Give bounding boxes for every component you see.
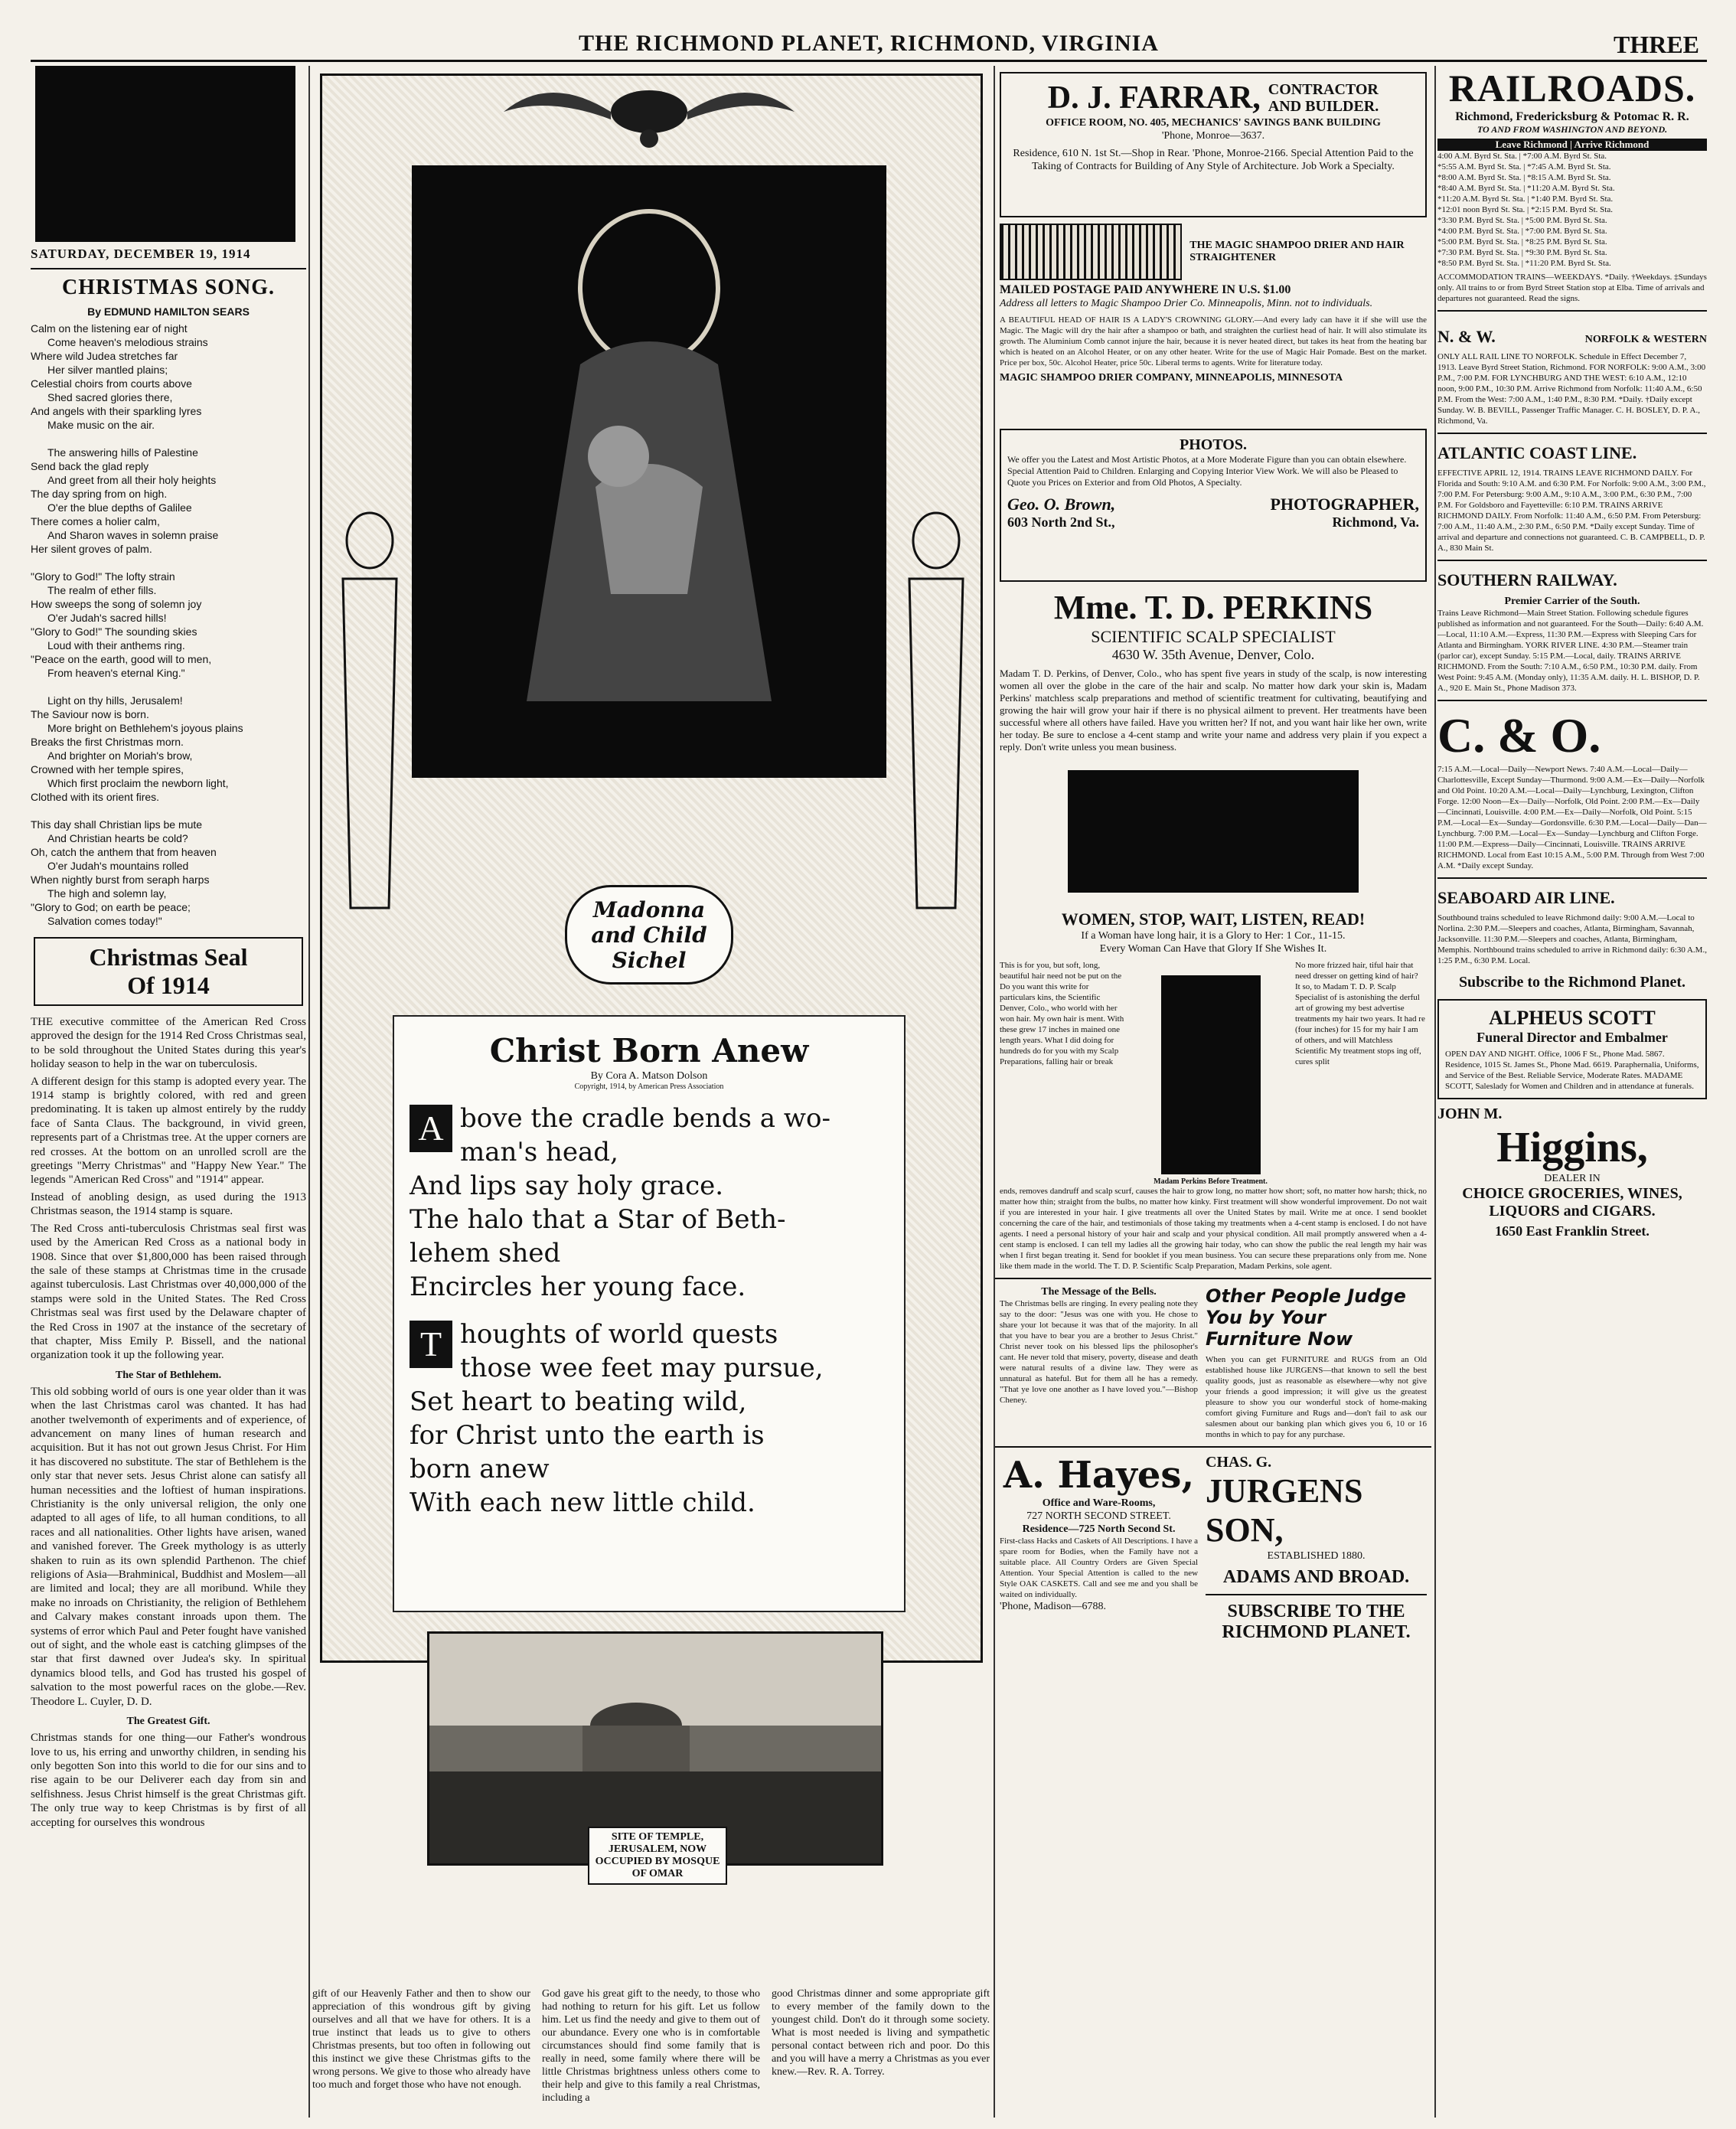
poem-line: The halo that a Star of Beth- [410,1204,786,1235]
song-line: Loud with their anthems ring. [47,639,185,651]
gift-body: Christmas stands for one thing—our Father's wondrous love to us, his erring and unworthy children, in sending his only begotten Son into this world to die for our sins and to rise again to be our Deliverer each day from sin and selfishness. Jesus Christ himself is the great Christmas gift. The only true way to keep Christmas is by first of all accepting for ourselves this wondrous [31,1732,306,1829]
jurgens-sign [1206,1454,1427,1643]
divider [995,1278,1431,1279]
perkins-ad [1000,588,1427,1272]
seal-year: Of 1914 [127,971,210,999]
column-4 [1437,66,1707,2118]
timetable-row: *5:00 P.M. Byrd St. Sta. | *8:25 P.M. Byrd St. Sta. [1437,237,1607,247]
timetable-row: *11:20 A.M. Byrd St. Sta. | *1:40 P.M. Byrd St. Sta. [1437,194,1614,204]
issue-date: SATURDAY, DECEMBER 19, 1914 [31,247,251,261]
higgins-goods: CHOICE GROCERIES, WINES, LIQUORS and CIGARS. [1462,1185,1682,1220]
hayes-ad [1000,1454,1198,1643]
hayes-text: First-class Hacks and Caskets of All Descriptions. I have a spare room for Bodies, when the Family have not a suitable place. All Country Orders are Given Special Attention. Your Special Attention is called to the new Style OAK CASKETS. Call and see me and you shall be waited on individually. [1000,1536,1199,1599]
jurgens-pre: CHAS. G. [1206,1454,1272,1471]
farrar-phone: 'Phone, Monroe—3637. [1161,130,1265,142]
song-line: Send back the glad reply [31,460,149,472]
higgins-dealer: DEALER IN [1544,1173,1601,1184]
drop-cap: T [410,1321,452,1368]
song-line: This day shall Christian lips be mute [31,818,203,831]
photos-text: We offer you the Latest and Most Artistic Photos, at a More Moderate Figure than you can obtain elsewhere. Special Attention Paid to Children. Enlarging and Copying Interior View Work. We will also be Pleased to Quote you Prices on Exterior and from Old Photos, A Specialty. [1007,454,1407,488]
song-title: CHRISTMAS SONG. [62,276,275,299]
farrar-name: D. J. FARRAR, [1047,80,1261,116]
song-line: Celestial choirs from courts above [31,377,192,390]
magic-company: MAGIC SHAMPOO DRIER COMPANY, MINNEAPOLIS, MINNESOTA [1000,372,1343,384]
magic-mailed: MAILED POSTAGE PAID ANYWHERE IN U.S. $1.00 [1000,283,1291,296]
seal-paragraph: Instead of anobling design, as used during the 1913 Christmas season, the 1914 stamp is square. [31,1190,306,1218]
co-text: 7:15 A.M.—Local—Daily—Newport News. 7:40 A.M.—Local—Daily—Charlottesville, Except Sunday—Thurmond. 9:00 A.M.—Ex—Daily—Norfolk and Old Point. 10:20 A.M.—Local—Daily—Lynchburg, Lexington, Clifton Forge. 12:00 Noon—Ex—Daily—Norfolk, Old Point. 2:00 P.M.—Ex—Daily—Cincinnati, Louisville. 4:00 P.M.—Ex—Daily—Norfolk, Old Point. 5:15 P.M.—Local—Ex—Sunday—Gordonsville. 6:30 P.M.—Local—Daily—Dan—Lynchburg. 7:00 P.M.—Local—Ex—Sunday—Lynchburg and Clifton Forge. 11:00 P.M.—Express—Daily—Cincinnati, Louisville. TRAINS ARRIVE RICHMOND. Local from East 10:15 A.M., 5:00 P.M. Through from West 7:00 A.M. *Daily except Sunday. [1437,765,1707,870]
column-3 [995,66,1431,2118]
sal-text: Southbound trains scheduled to leave Richmond daily: 9:00 A.M.—Local to Norlina. 2:30 P.M.—Sleepers and coaches, Atlanta, Birmingham, Savannah, Jacksonville. 11:30 P.M.—Sleepers and coaches, Atlanta, Birmingham, Memphis. Northbound trains scheduled to arrive in Richmond daily: 6:30 A.M., 1:25 P.M., 6:30 P.M. Local. [1437,913,1707,965]
poem-line: Set heart to beating wild, [410,1386,747,1417]
bottom-text-c: good Christmas dinner and some appropriate gift to every member of the family down to the youngest child. Don't do it through some society. What is most needed is living and sympathetic personal contact between rich and poor. Do this and you will have a merry a Christmas as you ever knew.—Rev. R. A. Torrey. [772,1988,990,2078]
song-line: The high and solemn lay, [47,887,167,900]
caption-cartouche: Madonna and Child Sichel [565,885,733,984]
seal-headline-box [34,937,303,1006]
poem-line: With each new little child. [410,1487,755,1518]
jurgens-addr: ADAMS AND BROAD. [1222,1567,1410,1587]
song-line: Crowned with her temple spires, [31,763,184,776]
seal-paragraph: A different design for this stamp is adopted every year. The 1914 stamp is brightly colored, with red and green predominating. It is taken up almost entirely by the ruddy face of Santa Claus. The background, in vivid green, represents part of a Christmas tree. At the upper corners are red crosses. At the bottom on an unrolled scroll are the greetings "Merry Christmas" and "Happy New Year." The legends "American Red Cross" and "1914" appear. [31,1075,306,1187]
song-line: "Glory to God!" The sounding skies [31,625,197,638]
divider [1437,700,1707,701]
song-line: Shed sacred glories there, [47,391,173,403]
bells-title: The Message of the Bells. [1041,1286,1157,1298]
divider [1206,1594,1427,1595]
song-line: There comes a holier calm, [31,515,160,527]
song-line: Calm on the listening ear of night [31,322,188,335]
page-number: THREE [1613,31,1699,58]
divider [31,268,306,269]
song-line: And brighter on Moriah's brow, [47,749,193,762]
song-line: The day spring from on high. [31,488,168,500]
rfp-table-head: Leave Richmond | Arrive Richmond [1437,139,1707,151]
scott-head: ALPHEUS SCOTT [1489,1007,1656,1029]
bottom-text-a: gift of our Heavenly Father and then to show our appreciation of this wondrous gift by giving ourselves and all that we have for others. It is a true instinct that leads us to give to others Christmas presents, but too often in following out this instinct we give these Christmas gifts to the wrong persons. We give to those who already have too much and forget those who have not enough. [312,1988,530,2091]
song-lines [31,322,306,928]
jurgens-ad [1206,1285,1427,1440]
song-line: Which first proclaim the newborn light, [47,777,229,789]
bells-judge-row [1000,1285,1427,1440]
poem-copyright: Copyright, 1914, by American Press Association [574,1082,724,1091]
star-body: This old sobbing world of ours is one year older than it was when the last Christmas carol was chanted. It has had another twelvemonth of experiments and of experience, of advancement on many lines of human research and acquisition. But it has not out grown Jesus Christ. For Him it has discovered no substitute. The star of Bethlehem is the only star that never sets. Jesus Christ alone can satisfy all human necessities and the loftiest of human inspirations. Christianity is the only universal religion, the only one adapted to all ages of life, to all human conditions, to all races and all nationalities. Other lights have arisen, waned and vanished forever. The Greek mythology is as utterly shaken to ruin as its own splendid Parthenon. The chief religions of Asia—Brahminical, Buddhist and Moslem—all are limited and local; they are all moribund. While they make no inroads on Christianity, the religion of Bethlehem and Calvary makes constant inroads upon them. The systems of error which Paul and Peter fought have vanished out of sight, and the whole east is catching glimpses of the star that first dawned over Judea's sky. In spiritual dynamics blood tells, and God has trusted his gospel of salvation to the most powerful races on the globe.—Rev. Theodore L. Cuyler, D. D. [31,1385,306,1708]
song-line: More bright on Bethlehem's joyous plains [47,722,243,734]
farrar-office: OFFICE ROOM, NO. 405, MECHANICS' SAVINGS BANK BUILDING [1046,117,1381,129]
song-line: And Sharon waves in solemn praise [47,529,219,541]
star-title: The Star of Bethlehem. [115,1369,222,1381]
song-author: By EDMUND HAMILTON SEARS [87,305,250,318]
song-line: Oh, catch the anthem that from heaven [31,846,217,858]
co-head: C. & O. [1437,708,1601,762]
timetable-row: *5:55 A.M. Byrd St. Sta. | *7:45 A.M. Byrd St. Sta. [1437,162,1611,171]
photos-addr: 603 North 2nd St., [1007,514,1115,530]
song-line: And greet from all their holy heights [47,474,217,486]
judge-text: When you can get FURNITURE and RUGS from an Old established house like JURGENS—that known to sell the best quality goods, just as reasonable as elsewhere—why not give your friends a good impression; it will give us the greatest pleasure to show you our wonderful stock of home-making comfort giving Furniture and Rugs and—don't fail to ask our salesmen about our banking plan which gives you 6, 10 or 16 months in which to pay for any purchase. [1206,1355,1427,1439]
perkins-text: Madam T. D. Perkins, of Denver, Colo., who has spent five years in study of the scalp, is now interesting women all over the globe in the care of the hair and scalp. No matter how dark your skin is, Madam Perkins' matchless scalp preparations and method of scientific treatment for cultivating, beautifying and growing the hair will grow your hair if there is no physical ailment to prevent. Her treatments have been successful where all others have failed. Have you written her? If not, and you want hair like her own, write her today. Be sure to enclose a 4-cent stamp and write your name and address very plain if you expect a reply. Don't write unless you mean business. [1000,668,1427,753]
song-line: From heaven's eternal King." [47,667,185,679]
song-line: The Saviour now is born. [31,708,149,720]
farrar-role-line: AND BUILDER. [1268,98,1379,115]
song-line: Come heaven's melodious strains [47,336,208,348]
nw-head: N. & W. [1437,327,1496,346]
women-head: WOMEN, STOP, WAIT, LISTEN, READ! [1061,909,1366,929]
angel-ornament-icon [412,66,886,150]
photos-address-row [1007,514,1419,531]
stanza-lines [410,1102,889,1304]
perkins-role: SCIENTIFIC SCALP SPECIALIST [1091,627,1336,646]
poem-line: And lips say holy grace. [410,1171,724,1201]
song-line: Clothed with its orient fires. [31,791,160,803]
seal-paragraph: The Red Cross anti-tuberculosis Christmas seal first was used by the American Red Cross as a national body in 1908. Since that over $1,800,000 has been raised through the sale of these stamps at Christmas time in the crusade against tuberculosis. Last Christmas over 40,000,000 of the stamps were sold in the United States. The Red Cross Christmas seal was first used by the Delaware chapter of the Red Cross in 1907 at the instance of the secretary of that chapter, Miss Emily P. Bissell, and the national organization took it up the following year. [31,1222,306,1362]
song-line: Light on thy hills, Jerusalem! [47,694,183,707]
timetable-row: *3:30 P.M. Byrd St. Sta. | *5:00 P.M. Byrd St. Sta. [1437,216,1607,225]
bottom-text-b: God gave his great gift to the needy, to those who had nothing to return for his gift. Let us follow him. Let us find the needy and give to them out of our abundance. Every one who is in comfortable circumstances should find some family that is really in need, some family where there will be little Christmas brightness unless others come to their help and give to this family a real Christmas, including a [542,1988,760,2104]
stanza-lines [410,1318,889,1520]
timetable-row: *8:00 A.M. Byrd St. Sta. | *8:15 A.M. Byrd St. Sta. [1437,173,1611,182]
scott-ad [1437,999,1707,1099]
timetable-row: *7:30 P.M. Byrd St. Sta. | *9:30 P.M. Byrd St. Sta. [1437,248,1607,257]
sr-text: Trains Leave Richmond—Main Street Station. Following schedule figures published as information and not guaranteed. For the South—Daily: 6:40 A.M.—Local, 11:10 A.M.—Express, 11:30 P.M.—Express with Sleeping Cars for Atlanta and Birmingham. YORK RIVER LINE. 4:30 P.M.—Steamer train (parlor car), except Sunday. 5:15 P.M.—Local, daily. TRAINS ARRIVE RICHMOND. From the South: 7:10 A.M., 6:50 P.M., 10:30 P.M. daily. From West Point: 9:45 A.M. (Monday only), 11:35 A.M. daily. H. L. BISHOP, D. P. A., 920 E. Main St., Phone Madison 373. [1437,609,1704,693]
poem-title: Christ Born Anew [489,1032,809,1069]
madonna-portrait [412,165,886,778]
women-photo-wrap [1132,960,1289,1186]
poem-byline: By Cora A. Matson Dolson [590,1070,708,1082]
poem-line: those wee feet may pursue, [460,1353,824,1383]
hayes-addr: 727 NORTH SECOND STREET. [1026,1510,1171,1522]
song-line: And Christian hearts be cold? [47,832,188,844]
higgins-name: Higgins, [1496,1124,1648,1171]
comb-illustration-icon [1000,224,1182,280]
hayes-phone: 'Phone, Madison—6788. [1000,1601,1107,1612]
song-line: "Glory to God!" The lofty strain [31,570,175,583]
bells-article [1000,1285,1198,1440]
subscribe-box: SUBSCRIBE TO THE RICHMOND PLANET. [1222,1602,1411,1642]
masthead [31,29,1707,62]
jurgens-name: JURGENS SON, [1206,1472,1363,1549]
acl-text: EFFECTIVE APRIL 12, 1914. TRAINS LEAVE RICHMOND DAILY. For Florida and South: 9:10 A.M. and 6:30 P.M. For Norfolk: 9:00 A.M., 3:00 P.M., 7:00 P.M. For Petersburg: 9:00 A.M., 9:10 A.M., 3:00 P.M., 6:30 P.M., 7:00 P.M. For Goldsboro and Fayetteville: 6:10 P.M. TRAINS ARRIVE RICHMOND DAILY. From Norfolk: 11:40 A.M., 6:50 P.M. From Petersburg: 7:00 A.M., 11:40 A.M., 2:30 P.M., 6:50 P.M. *Daily except Sunday. Time of arrival and departure and connections not guaranteed. C. B. CAMPBELL, D. P. A., 830 Main St. [1437,469,1706,553]
newspaper-title: THE RICHMOND PLANET, RICHMOND, VIRGINIA [579,31,1159,56]
song-line [31,432,306,446]
higgins-pre: JOHN M. [1437,1105,1503,1122]
song-line: Where wild Judea stretches far [31,350,178,362]
song-line: Breaks the first Christmas morn. [31,736,184,748]
women-bottom-text: ends, removes dandruff and scalp scurf, causes the hair to grow long, no matter how short; soft, no matter how harsh; thick, no matter how thin; straight from the bulbs, no matter how kinky. First treatment will show wonderful improvement. Do not wait if you are interested in your hair. I give treatments all over the United States by mail. Write me at once. I send booklet concerning the care of the hair, and testimonials of those taking my treatments when a 4-cent stamp is enclosed. I do not have agents. I need a personal history of your hair and scalp and your physical condition. All mail promptly answered when a 4-cent stamp is enclosed. I can tell my ladies all the growing hair today, who can show the public the real length my hair was when I first began treating it. Send for booklet if you mean business. You can secure these preparations only from me. None like them made in the world. The T. D. P. Scientific Scalp Preparation, Madam Perkins, sole agent. [1000,1187,1427,1271]
seal-title: Christmas Seal [89,943,248,971]
poem-line: Encircles her young face. [410,1272,746,1302]
hayes-res: Residence—725 North Second St. [1022,1523,1176,1535]
sr-sub: Premier Carrier of the South. [1504,596,1640,607]
magic-address: Address all letters to Magic Shampoo Drier Co. Minneapolis, Minn. not to individuals. [1000,298,1373,309]
perkins-portrait [1068,770,1359,893]
rfp-note: ACCOMMODATION TRAINS—WEEKDAYS. *Daily. †Weekdays. ‡Sundays only. All trains to or from Byrd Street Station stop at Elba. Time of arrivals and departures not guaranteed. Read the signs. [1437,273,1707,303]
photos-role: PHOTOGRAPHER, [1270,495,1419,514]
stanza-2 [410,1318,889,1520]
farrar-text: Residence, 610 N. 1st St.—Shop in Rear. 'Phone, Monroe-2166. Special Attention Paid to the Taking of Contracts for Building of Any Style of Architecture. Job Work a Specialty. [1013,148,1414,172]
poem-line: bove the cradle bends a wo- [460,1103,830,1134]
stanza-1 [410,1102,889,1304]
gift-title: The Greatest Gift. [126,1716,210,1728]
photos-city: Richmond, Va. [1332,514,1419,530]
seal-paragraph: THE executive committee of the American Red Cross approved the design for the 1914 Red Cross Christmas seal, to be sold throughout the United States during this year's holiday season to help in the war on tuberculosis. [31,1016,306,1071]
column-1 [31,66,306,2118]
rfp-sub: Richmond, Fredericksburg & Potomac R. R. [1455,110,1689,123]
photos-head: PHOTOS. [1180,436,1247,453]
photos-signature [1007,495,1419,514]
scott-sub: Funeral Director and Embalmer [1477,1030,1668,1045]
timetable-row: *4:00 P.M. Byrd St. Sta. | *7:00 P.M. Byrd St. Sta. [1437,227,1607,236]
song-line: Salvation comes today!" [47,915,162,927]
poem-line: for Christ unto the earth is [410,1420,765,1451]
women-body-row [1000,960,1427,1186]
song-line [31,556,306,570]
column-2 [312,66,994,2118]
drop-cap: A [410,1105,452,1152]
divider [995,1446,1431,1448]
song-line: O'er Judah's sacred hills! [47,612,167,624]
acl-head: ATLANTIC COAST LINE. [1437,443,1637,462]
column-rule [1434,66,1436,2118]
song-line: "Peace on the earth, good will to men, [31,653,212,665]
magic-ad [1000,224,1427,423]
poem-line: houghts of world quests [460,1319,778,1350]
column-rule [308,66,310,2118]
timetable-row: 4:00 A.M. Byrd St. Sta. | *7:00 A.M. Byrd St. Sta. [1437,152,1607,161]
magic-brand: THE MAGIC SHAMPOO DRIER AND HAIR STRAIGHTENER [1189,240,1405,263]
divider [1437,310,1707,312]
song-line [31,804,306,818]
women-right-text: No more frizzed hair, tiful hair that need dresser on getting kind of hair? It so, to Madam T. D. P. Scalp Specialist of is astonishing the derful art of growing my best advertise treatments my hair two years. It had re (four inches) for 15 for my hair I am of others, and will Matchless Scientific My treatment stops ing off, cures split [1295,961,1425,1066]
judge-head: Other People Judge You by Your Furniture Now [1206,1285,1406,1350]
divider [1437,877,1707,879]
women-left-text: This is for you, but soft, long, beautiful hair need not be put on the Do you want this write for particulars kins, the Scientific Denver, Colo., who world with her won hair. My own hair is ment. With these grew 17 inches in mained one length years. What I did doing for hundreds do for you with my Scalp Preparations, falling hair or break [1000,961,1124,1066]
perkins-addr: 4630 W. 35th Avenue, Denver, Colo. [1111,647,1315,662]
poem-box [393,1015,906,1612]
poem-line: lehem shed [410,1238,561,1269]
nw-text: ONLY ALL RAIL LINE TO NORFOLK. Schedule in Effect December 7, 1913. Leave Byrd Street Station, Richmond. FOR NORFOLK: 9:00 A.M., 3:00 P.M., 7:00 P.M. FOR LYNCHBURG AND THE WEST: 6:10 A.M., 12:10 noon, 9:00 P.M., 10:30 P.M. Arrive Richmond from Norfolk: 11:40 A.M., 6:50 P.M. From the West: 7:00 A.M., 1:40 P.M., 8:30 P.M. *Daily. †Daily except Sunday. W. B. BEVILL, Passenger Traffic Manager. C. H. BOSLEY, D. P. A., Richmond, Va. [1437,352,1706,426]
song-line: Her silent groves of palm. [31,543,152,555]
timetable-row: *8:40 A.M. Byrd St. Sta. | *11:20 A.M. Byrd St. Sta. [1437,184,1615,193]
poem-line: born anew [410,1454,550,1484]
women-sub: If a Woman have long hair, it is a Glory to Her: 1 Cor., 11-15. [1081,930,1346,942]
timetable-row: *8:50 P.M. Byrd St. Sta. | *11:20 P.M. Byrd St. Sta. [1437,259,1611,268]
temple-caption: SITE OF TEMPLE, JERUSALEM, NOW OCCUPIED BY MOSQUE OF OMAR [588,1827,727,1885]
railroads-head: RAILROADS. [1448,67,1696,109]
timetable-row: *12:01 noon Byrd St. Sta. | *2:15 P.M. Byrd St. Sta. [1437,205,1613,214]
song-line: Her silver mantled plains; [47,364,168,376]
song-line: O'er the blue depths of Galilee [47,501,192,514]
song-line: O'er Judah's mountains rolled [47,860,189,872]
right-angel-icon [894,495,978,954]
hayes-jurgens-row [1000,1454,1427,1643]
women-caption: Madam Perkins Before Treatment. [1154,1177,1268,1186]
hayes-office: Office and Ware-Rooms, [1042,1497,1156,1509]
jurgens-est: ESTABLISHED 1880. [1267,1550,1366,1562]
song-line: When nightly burst from seraph harps [31,873,210,886]
perkins-name: Mme. T. D. PERKINS [1053,589,1373,626]
sal-head: SEABOARD AIR LINE. [1437,888,1615,907]
song-line: The realm of ether fills. [47,584,157,596]
song-line: "Glory to God; on earth be peace; [31,901,191,913]
before-treatment-photo [1161,975,1261,1174]
subscribe-notice: Subscribe to the Richmond Planet. [1458,974,1686,991]
rfp-timetable [1437,151,1707,269]
photos-name: Geo. O. Brown, [1007,495,1116,514]
left-angel-icon [328,495,412,954]
women-sub: Every Woman Can Have that Glory If She Wishes It. [1099,943,1327,955]
scott-text: OPEN DAY AND NIGHT. Office, 1006 F St., Phone Mad. 5867. Residence, 1015 St. James St., Phone Mad. 6619. Paraphernalia, Uniforms, and Service of the Best. Reliable Service, Moderate Rates. MADAME SCOTT, Saleslady for Women and Children and in attendance at funerals. [1445,1050,1699,1091]
song-line: The answering hills of Palestine [47,446,198,459]
song-line [31,680,306,694]
rfp-sub2: TO AND FROM WASHINGTON AND BEYOND. [1477,124,1668,135]
song-line: And angels with their sparkling lyres [31,405,202,417]
nw-head-row [1437,318,1707,351]
song-line: Make music on the air. [47,419,155,431]
higgins-addr: 1650 East Franklin Street. [1495,1223,1650,1239]
divider [1437,433,1707,434]
sr-head: SOUTHERN RAILWAY. [1437,570,1617,589]
madonna-figure-icon [412,165,886,778]
nw-sub: NORFOLK & WESTERN [1584,334,1707,345]
higgins-ad [1437,1105,1707,1239]
magic-text: A BEAUTIFUL HEAD OF HAIR IS A LADY'S CROWNING GLORY.—And every lady can have it if she will use the Magic. The Magic will dry the hair after a shampoo or bath, and straighten the curliest head of hair. It will also stimulate its growth. The Aluminium Comb cannot injure the hair, because it is never heated direct, but takes its heat from the heating bar which is heated on an Alcohol Heater, or on any other heater. Write for the use of Magic Hair Pomade. Best on the market. Price per box, 50c. Alcohol Heater, price 50c. Liberal terms to agents. Write for literature today. [1000,315,1427,367]
bells-text: The Christmas bells are ringing. In every pealing note they say to the door: "Jesus was one with you. He chose to share your lot because it was that of the majority. In all that you have to bear you are a brother to Jesus Christ." Christ never took on his blessed lips the philosopher's cant. He never told that misery, poverty, disease and death were natural results of a divine law. They were as unnatural as hateful. But for them all he has a remedy. "That ye love one another as I have loved you."—Bishop Cheney. [1000,1299,1199,1405]
divider [1437,560,1707,561]
poem-line: man's head, [460,1137,618,1167]
hayes-name: A. Hayes, [1003,1454,1195,1497]
photos-ad [1000,429,1427,582]
redacted-image-block [35,66,295,242]
song-line: How sweeps the song of solemn joy [31,598,202,610]
farrar-role-line: CONTRACTOR [1268,81,1379,98]
farrar-ad [1000,72,1427,217]
farrar-role [1268,81,1379,115]
